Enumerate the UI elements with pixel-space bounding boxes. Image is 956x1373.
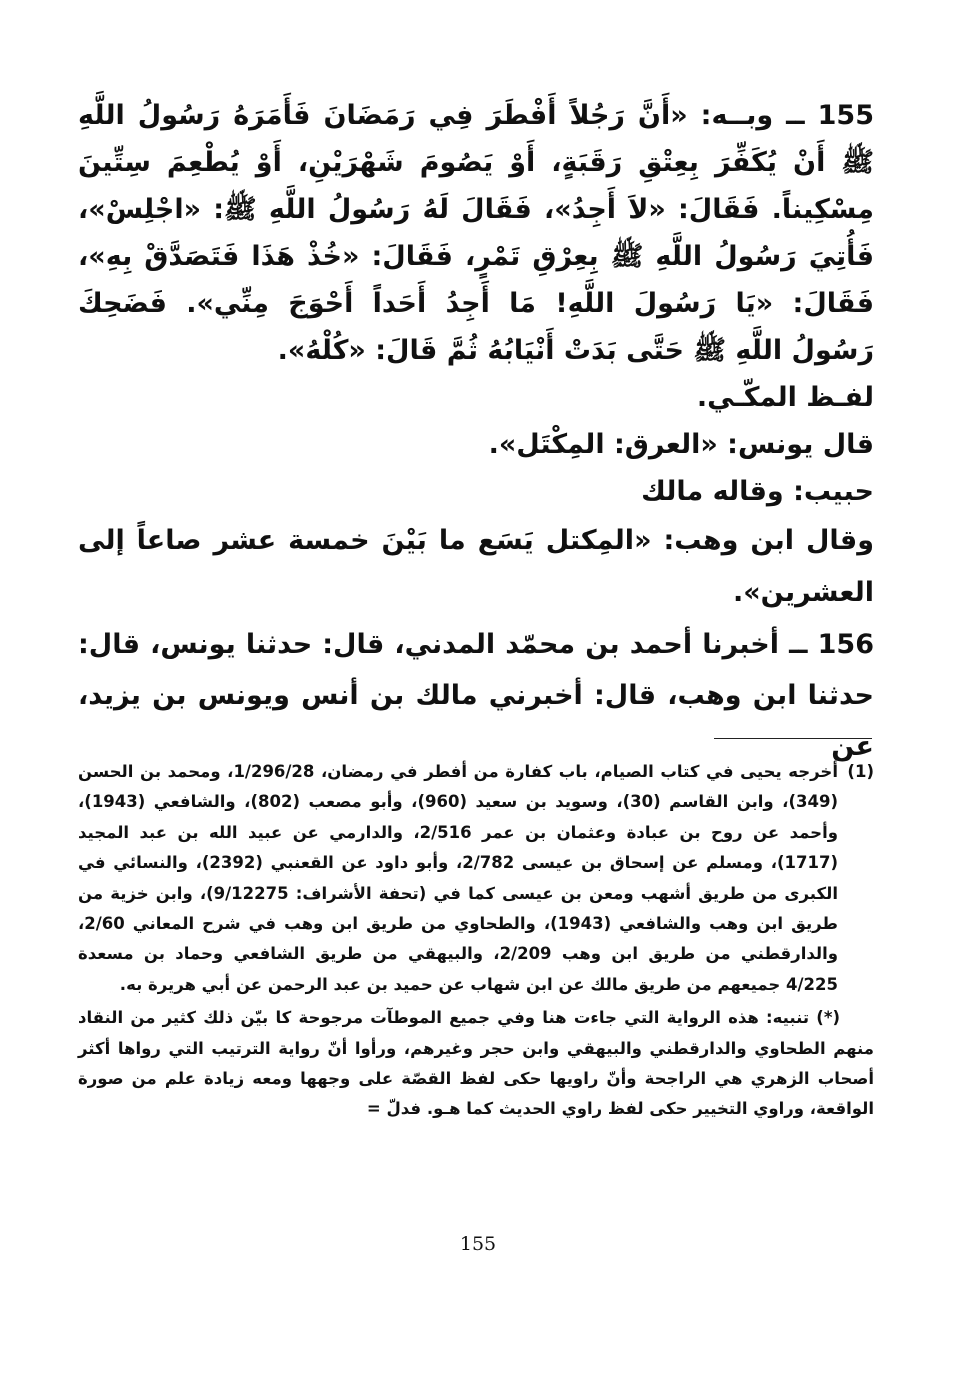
hadith-155-number: 155 — [817, 100, 874, 131]
hadith-156-text: ــ أخبرنا أحمد بن محمّد المدني، قال: حدثنا يونس، قال: حدثنا ابن وهب، قال: أخبرني مالك بن أنس ويونس بن يزيد، عن — [78, 629, 874, 762]
page-number: 155 — [459, 1233, 497, 1255]
hadith-155-text: ــ وبــه: «أَنَّ رَجُلاً أَفْطَرَ فِي رَمَضَانَ فَأَمَرَهُ رَسُولُ اللَّهِ ﷺ أَنْ يُكَفِّرَ بِعِتْقِ رَقَبَةٍ، أَوْ يَصُومَ شَهْرَيْنِ، أَوْ يُطْعِمَ سِتِّينَ مِسْكِيناً. فَقَالَ: «لاَ أَجِدُ»، فَقَالَ لَهُ رَسُولُ اللَّهِ ﷺ: «اجْلِسْ»، فَأُتِيَ رَسُولُ اللَّهِ ﷺ بِعِرْقِ تَمْرٍ، فَقَالَ: «خُذْ هَذَا فَتَصَدَّقْ بِهِ»، فَقَالَ: «يَا رَسُولَ اللَّهِ! مَا أَجِدُ أَحَداً أَحْوَجَ مِنِّي». فَضَحِكَ رَسُولُ اللَّهِ ﷺ حَتَّى بَدَتْ أَنْيَابُهُ ثُمَّ قَالَ: «كُلْهُ». — [78, 100, 874, 366]
footnote-divider — [714, 738, 872, 739]
yunus-saying-line: قال يونس: «العرق: المِكْتَل». — [488, 429, 874, 460]
footnote-1 — [78, 757, 874, 1000]
hadith-156-number: 156 — [817, 629, 874, 660]
footnote-1-marker: (1) — [847, 762, 874, 781]
footnote-1-text: أخرجه يحيى في كتاب الصيام، باب كفارة من أفطر في رمضان، 1/296/28، ومحمد بن الحسن (349)، وابن القاسم (30)، وسويد بن سعيد (960)، وأبو مصعب (802)، والشافعي (1943)، وأحمد عن روح بن عبادة وعثمان بن عمر 2/516، والدارمي عن عبيد الله بن عبد المجيد (1717)، ومسلم عن إسحاق بن عيسى 2/782، وأبو داود عن القعنبي (2392)، والنسائي في الكبرى من طريق أشهب ومعن بن عيسى كما في (تحفة الأشراف: 9/12275)، وابن خزية من طريق ابن وهب والشافعي (1943)، والطحاوي من طريق ابن وهب في شرح المعاني 2/60، والدارقطني من طريق ابن وهب 2/209، والبيهقي من طريق الشافعي وحماد بن مسعدة 4/225 جميعهم من طريق مالك عن ابن شهاب عن حميد بن عبد الرحمن عن أبي هريرة به. — [78, 762, 839, 994]
main-text-block — [78, 92, 874, 772]
footnotes-block — [78, 757, 874, 1125]
ibn-wahb-saying-paragraph: وقال ابن وهب: «المِكتل يَسَع ما بَيْنَ خمسة عشر صاعاً إلى العشرين». — [78, 525, 874, 608]
hadith-156-paragraph — [78, 619, 874, 772]
hadith-155-paragraph — [78, 92, 874, 374]
habib-saying-line: حبيب: وقاله مالك — [641, 476, 874, 507]
makki-wording-line: لفـظ المكّـي. — [696, 382, 874, 413]
footnote-notice: (*) تنبيه: هذه الرواية التي جاءت هنا وفي جميع الموطآت مرجوحة كا بيّن ذلك كثير من النقاد منهم الطحاوي والدارقطني والبيهقي وابن حجر وغيرهم، ورأوا أنّ رواية الترتيب التي رواها أكثر أصحاب الزهري هي الراجحة وأنّ راويها حكى لفظ القصّة على وجهها ومعه زيادة علم من صورة الواقعة، وراوي التخيير حكى لفظ راوي الحديث كما هـو. فدلّ = — [78, 1008, 874, 1119]
